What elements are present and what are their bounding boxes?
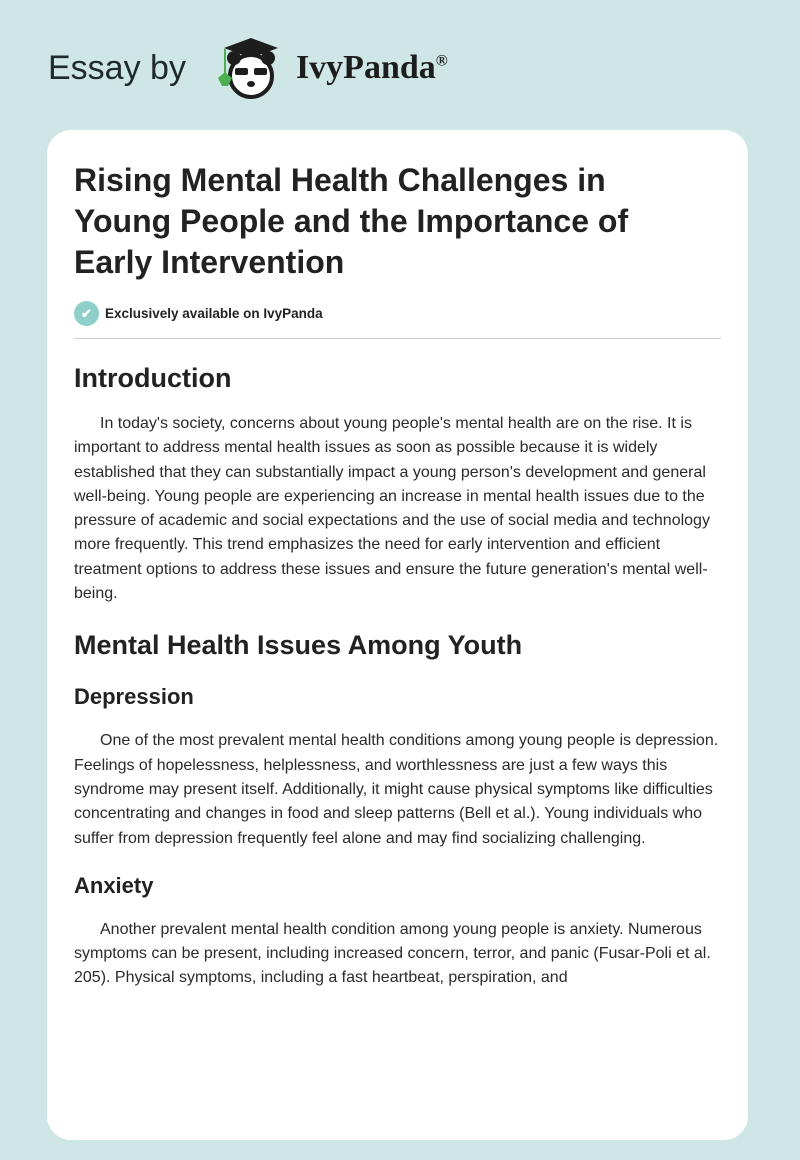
- site-header: [48, 36, 448, 100]
- paragraph: In today's society, concerns about young people's mental health are on the rise. It is important to address mental health issues as soon as possible because it is widely established that they can substantially impact a young person's development and general well-being. Young people are experiencing an increase in mental health issues due to the pressure of academic and social expectations and the use of social media and technology more frequently. This trend emphasizes the need for early intervention and efficient treatment options to address these issues and ensure the future generation's mental well-being.: [74, 415, 710, 603]
- check-icon: ✔: [74, 301, 99, 326]
- brand-name[interactable]: [296, 49, 448, 87]
- section-heading: Mental Health Issues Among Youth: [74, 630, 523, 661]
- page-title: Rising Mental Health Challenges in Young People and the Importance of Early Intervention: [74, 162, 629, 280]
- badge-text: Exclusively available on IvyPanda: [105, 306, 323, 321]
- section-heading: Introduction: [74, 363, 232, 393]
- essay-card: [47, 130, 748, 1140]
- divider: [74, 338, 721, 339]
- panda-logo-icon[interactable]: [204, 36, 290, 100]
- subsection-heading: Depression: [74, 684, 194, 710]
- paragraph: Another prevalent mental health condition among young people is anxiety. Numerous symptoms can be present, including increased concern, terror, and panic (Fusar-Poli et al. 205). Physical symptoms, including a fast heartbeat, perspiration, and: [74, 920, 711, 987]
- brand-text: IvyPanda: [295, 49, 436, 86]
- essay-by-label: Essay by: [48, 48, 186, 87]
- subsection-heading: Anxiety: [74, 872, 154, 898]
- exclusive-badge: [74, 301, 721, 326]
- registered-mark: ®: [435, 52, 448, 70]
- paragraph: One of the most prevalent mental health conditions among young people is depression. Feelings of hopelessness, helplessness, and worthlessness are just a few ways this syndrome may present itself. Additionally, it might cause physical symptoms like difficulties concentrating and changes in food and sleep patterns (Bell et al.). Young individuals who suffer from depression frequently feel alone and may find socializing challenging.: [74, 732, 719, 847]
